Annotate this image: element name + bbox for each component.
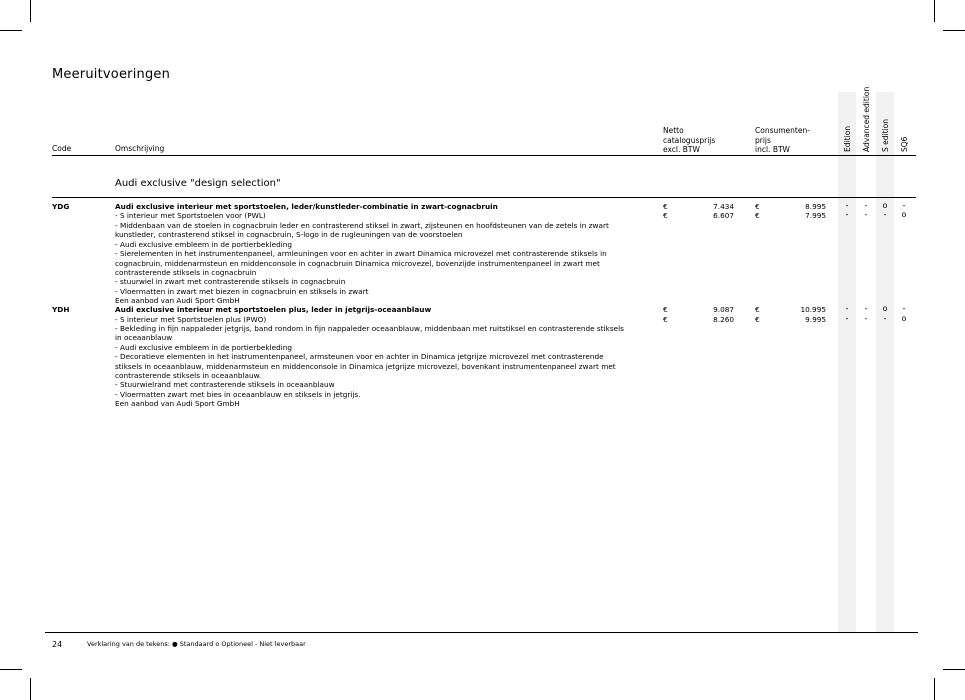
consumer-price: 9.995	[805, 315, 826, 324]
header-consumer-price: Consumenten- prijs incl. BTW	[755, 126, 810, 154]
consumer-price: 10.995	[800, 305, 826, 314]
section-title: Audi exclusive "design selection"	[115, 178, 281, 189]
crop-mark	[0, 669, 22, 670]
availability-s-edition: o	[882, 201, 888, 210]
availability-sq6: o	[901, 210, 907, 219]
item-line: Audi exclusive interieur met sportstoelen, leder/kunstleder-combinatie in zwart-cognacbruin	[115, 202, 498, 211]
net-price: 8.260	[713, 315, 734, 324]
availability-sq6: o	[901, 314, 907, 323]
item-details: - Middenbaan van de stoelen in cognacbruin leder en contrasterend stiksel in zwart, zijsteunen en hoofdsteunen van de zetels in zwart kunstleder, contrasterend stiksel in cognacbruin, S-logo in de rugleuningen van de voorstoelen - Audi exclusive embleem in de portierbekleding - Sierelementen in het instrumentenpaneel, armleuningen voor en achter in zwart Dinamica microvezel met contrasterende stiksels in cognacbruin, middenarmsteun en middenconsole in cognacbruin Dinamica microvezel, bovenzijde instrumentenpaneel in zwart met contrasterende stiksels in cognacbruin - stuurwiel in zwart met contrasterende stiksels in cognacbruin - Vloermatten in zwart met biezen in cognacbruin en stiksels in zwart Een aanbod van Audi Sport GmbH	[115, 221, 609, 306]
crop-mark	[943, 30, 965, 31]
item-code: YDH	[52, 305, 70, 314]
page-number: 24	[52, 640, 63, 649]
availability-s-edition: -	[883, 314, 887, 323]
net-price: 9.087	[713, 305, 734, 314]
page-title: Meeruitvoeringen	[52, 67, 171, 82]
header-netto-price: Netto catalogusprijs excl. BTW	[663, 126, 716, 154]
availability-s-edition: o	[882, 304, 888, 313]
crop-mark	[934, 0, 935, 22]
crop-mark	[934, 678, 935, 700]
availability-advanced: -	[864, 304, 868, 313]
currency-symbol: €	[663, 211, 668, 220]
item-line: Audi exclusive interieur met sportstoelen plus, leder in jetgrijs-oceaanblauw	[115, 305, 432, 314]
availability-edition: -	[845, 314, 849, 323]
header-sq6: SQ6	[900, 136, 909, 152]
crop-mark	[30, 678, 31, 700]
availability-advanced: -	[864, 210, 868, 219]
footer-divider	[45, 632, 918, 633]
availability-advanced: -	[864, 314, 868, 323]
legend: Verklaring van de tekens: ● Standaard o Optioneel - Niet leverbaar	[87, 640, 306, 648]
header-divider	[52, 155, 916, 156]
availability-sq6: -	[902, 304, 906, 313]
currency-symbol: €	[663, 305, 668, 314]
column-shade-edition	[838, 92, 856, 632]
item-line: - S interieur met Sportstoelen voor (PWL)	[115, 211, 266, 220]
currency-symbol: €	[755, 202, 760, 211]
header-code: Code	[52, 144, 72, 153]
header-s-edition: S edition	[881, 119, 890, 152]
availability-s-edition: -	[883, 210, 887, 219]
currency-symbol: €	[755, 305, 760, 314]
consumer-price: 8.995	[805, 202, 826, 211]
availability-sq6: -	[902, 201, 906, 210]
item-details: - Bekleding in fijn nappaleder jetgrijs, band rondom in fijn nappaleder oceaanblauw, middenbaan met ruitstiksel en contrasterende stiksels in oceaanblauw - Audi exclusive embleem in de portierbekleding - Decoratieve elementen in het instrumentenpaneel, armsteunen voor en achter in Dinamica jetgrijze microvezel met contrasterende stiksels in oceaanblauw, middenarmsteun en middenconsole in Dinamica jetgrijze microvezel, bovenkant instrumentenpaneel zwart met contrasterende stiksels in oceaanblauw. - Stuurwielrand met contrasterende stiksels in oceaanblauw - Vloermatten zwart met bies in oceaanblauw en stiksels in jetgrijs. Een aanbod van Audi Sport GmbH	[115, 324, 624, 409]
availability-advanced: -	[864, 201, 868, 210]
currency-symbol: €	[755, 315, 760, 324]
item-line: - S interieur met Sportstoelen plus (PWO)	[115, 315, 267, 324]
currency-symbol: €	[663, 315, 668, 324]
header-advanced-edition: Advanced edition	[862, 86, 871, 152]
column-shade-s-edition	[876, 92, 894, 632]
crop-mark	[30, 0, 31, 22]
crop-mark	[0, 30, 22, 31]
header-description: Omschrijving	[115, 144, 165, 153]
availability-edition: -	[845, 304, 849, 313]
section-divider	[52, 197, 916, 198]
net-price: 6.607	[713, 211, 734, 220]
header-edition: Edition	[843, 126, 852, 152]
currency-symbol: €	[663, 202, 668, 211]
net-price: 7.434	[713, 202, 734, 211]
availability-edition: -	[845, 201, 849, 210]
crop-mark	[943, 669, 965, 670]
currency-symbol: €	[755, 211, 760, 220]
item-code: YDG	[52, 202, 70, 211]
availability-edition: -	[845, 210, 849, 219]
consumer-price: 7.995	[805, 211, 826, 220]
